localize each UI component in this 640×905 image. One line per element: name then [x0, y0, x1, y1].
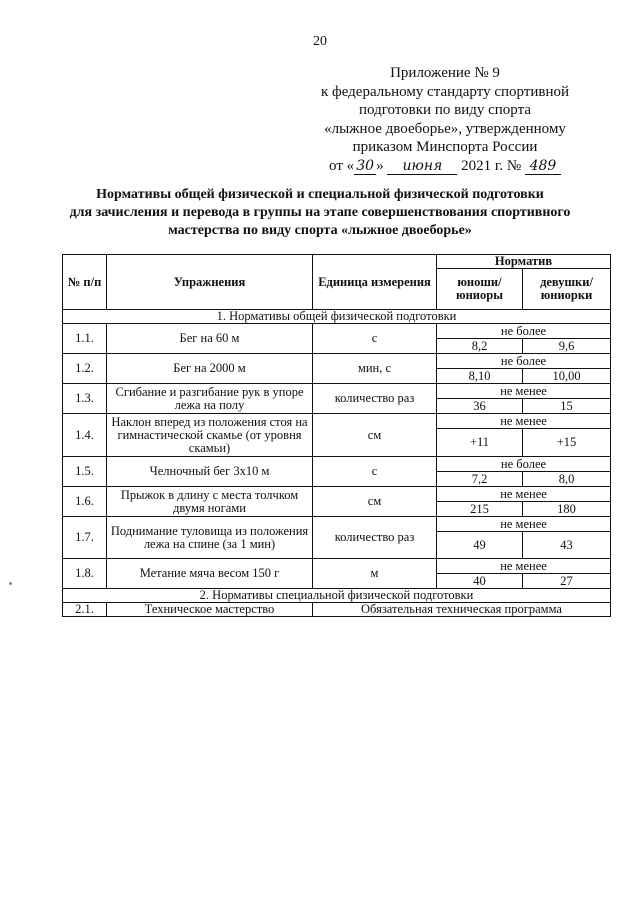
appendix-line-4: «лыжное двоеборье», утвержденному [324, 120, 566, 137]
row-unit: количество раз [313, 517, 437, 559]
row-condition: не более [437, 457, 611, 472]
row-condition: не более [437, 354, 611, 369]
header-num: № п/п [63, 255, 107, 310]
row-num: 1.1. [63, 324, 107, 354]
row-exercise: Метание мяча весом 150 г [107, 559, 313, 589]
table-row [63, 414, 611, 429]
row-condition: не менее [437, 487, 611, 502]
table-row [63, 517, 611, 532]
table-row [63, 457, 611, 472]
date-month: июня [387, 159, 457, 175]
document-title [20, 186, 620, 240]
row-unit: количество раз [313, 384, 437, 414]
table-row [63, 487, 611, 502]
row-exercise: Наклон вперед из положения стоя на гимнастической скамье (от уровня скамьи) [107, 414, 313, 457]
row-num: 1.4. [63, 414, 107, 457]
row-condition: не более [437, 324, 611, 339]
value-girls: 15 [523, 399, 611, 414]
row-unit: м [313, 559, 437, 589]
row-exercise: Сгибание и разгибание рук в упоре лежа на полу [107, 384, 313, 414]
title-line-1: Нормативы общей физической и специальной физической подготовки [96, 187, 544, 202]
header-unit: Единица измерения [313, 255, 437, 310]
section-row [63, 589, 611, 603]
title-line-3: мастерства по виду спорта «лыжное двоеборье» [168, 223, 472, 238]
header-exercise: Упражнения [107, 255, 313, 310]
row-num: 1.3. [63, 384, 107, 414]
value-boys: 215 [437, 502, 523, 517]
row-num: 1.7. [63, 517, 107, 559]
row-condition: не менее [437, 559, 611, 574]
section-row [63, 310, 611, 324]
section-2-title: 2. Нормативы специальной физической подготовки [63, 589, 611, 603]
row-unit: с [313, 324, 437, 354]
row-requirement: Обязательная техническая программа [313, 603, 611, 617]
value-boys: 7,2 [437, 472, 523, 487]
norms-table [62, 254, 611, 617]
order-number: 489 [525, 159, 561, 175]
row-exercise: Бег на 2000 м [107, 354, 313, 384]
appendix-line-2: к федеральному стандарту спортивной [320, 83, 570, 100]
table-header-row [63, 255, 611, 269]
row-condition: не менее [437, 517, 611, 532]
value-girls: 10,00 [523, 369, 611, 384]
table-row [63, 354, 611, 369]
row-num: 2.1. [63, 603, 107, 617]
value-boys: 8,10 [437, 369, 523, 384]
header-boys: юноши/ юниоры [437, 269, 523, 310]
value-girls: 27 [523, 574, 611, 589]
row-unit: с [313, 457, 437, 487]
value-boys: 40 [437, 574, 523, 589]
row-num: 1.6. [63, 487, 107, 517]
row-exercise: Бег на 60 м [107, 324, 313, 354]
table-row [63, 324, 611, 339]
table-row [63, 603, 611, 617]
row-exercise: Поднимание туловища из положения лежа на спине (за 1 мин) [107, 517, 313, 559]
row-exercise: Техническое мастерство [107, 603, 313, 617]
row-condition: не менее [437, 384, 611, 399]
date-mid: » [376, 157, 384, 174]
appendix-date-line [300, 157, 590, 176]
row-num: 1.8. [63, 559, 107, 589]
date-day: 30 [354, 159, 376, 175]
row-exercise: Челночный бег 3х10 м [107, 457, 313, 487]
row-num: 1.2. [63, 354, 107, 384]
date-prefix: от « [329, 157, 355, 174]
scan-artifact [9, 582, 12, 585]
table-row [63, 559, 611, 574]
value-girls: 9,6 [523, 339, 611, 354]
appendix-line-5: приказом Минспорта России [352, 139, 538, 155]
header-girls: девушки/ юниорки [523, 269, 611, 310]
appendix-header [300, 64, 590, 175]
value-boys: 8,2 [437, 339, 523, 354]
value-boys: +11 [437, 429, 523, 457]
appendix-line-1: Приложение № 9 [390, 65, 500, 81]
value-boys: 36 [437, 399, 523, 414]
appendix-line-3: подготовки по виду спорта [359, 102, 531, 118]
title-line-2: для зачисления и перевода в группы на этапе совершенствования спортивного [69, 205, 571, 220]
value-girls: 43 [523, 532, 611, 559]
value-boys: 49 [437, 532, 523, 559]
row-unit: мин, с [313, 354, 437, 384]
row-num: 1.5. [63, 457, 107, 487]
value-girls: +15 [523, 429, 611, 457]
row-condition: не менее [437, 414, 611, 429]
header-norm: Норматив [437, 255, 611, 269]
row-unit: см [313, 487, 437, 517]
row-unit: см [313, 414, 437, 457]
row-exercise: Прыжок в длину с места толчком двумя ногами [107, 487, 313, 517]
value-girls: 8,0 [523, 472, 611, 487]
page-number: 20 [313, 34, 327, 49]
value-girls: 180 [523, 502, 611, 517]
date-year: 2021 г. № [461, 157, 522, 174]
table-row [63, 384, 611, 399]
section-1-title: 1. Нормативы общей физической подготовки [63, 310, 611, 324]
